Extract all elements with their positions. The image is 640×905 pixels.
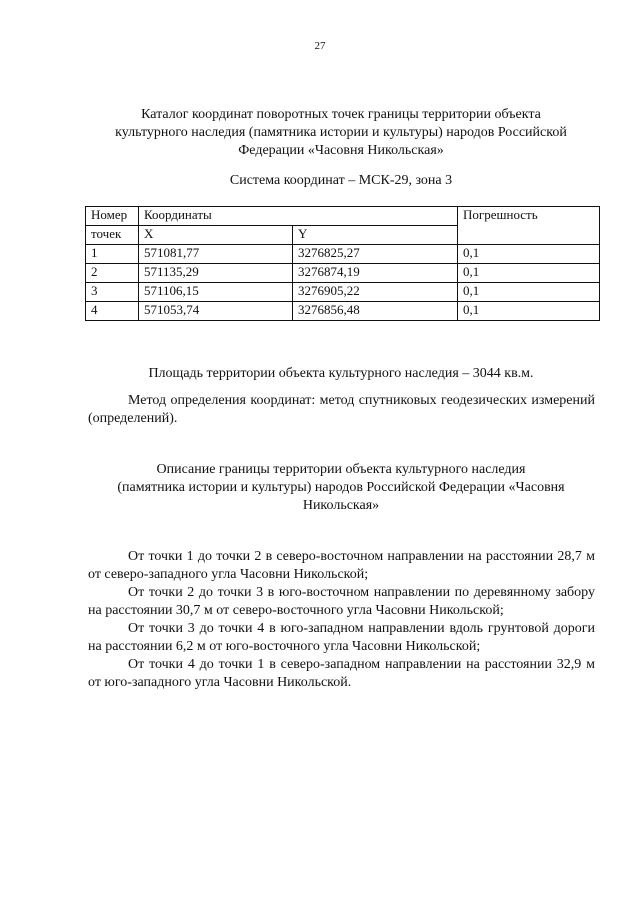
description-title-line: Никольская» bbox=[302, 498, 380, 513]
method-statement: Метод определения координат: метод спутниковых геодезических измерений (определений). bbox=[88, 393, 595, 426]
cell-error: 0,1 bbox=[458, 283, 600, 302]
cell-point: 2 bbox=[86, 264, 139, 283]
boundary-description bbox=[88, 548, 595, 692]
area-statement: Площадь территории объекта культурного наследия – 3044 кв.м. bbox=[148, 366, 534, 381]
cell-y: 3276874,19 bbox=[293, 264, 458, 283]
page-number: 27 bbox=[314, 40, 326, 52]
table-row bbox=[86, 245, 600, 264]
cell-x: 571053,74 bbox=[139, 302, 293, 321]
cell-point: 1 bbox=[86, 245, 139, 264]
header-point-number: Номер bbox=[86, 207, 139, 226]
cell-x: 571081,77 bbox=[139, 245, 293, 264]
header-point-number-cont: точек bbox=[86, 226, 139, 245]
table-header-row bbox=[86, 207, 600, 226]
cell-x: 571106,15 bbox=[139, 283, 293, 302]
header-error: Погрешность bbox=[458, 207, 600, 245]
catalog-title-line: Каталог координат поворотных точек границы территории объекта bbox=[141, 107, 541, 122]
boundary-segment-paragraph: От точки 2 до точки 3 в юго-восточном направлении по деревянному забору на расстоянии 30,7 м от северо-восточного угла Часовни Никольской; bbox=[88, 585, 595, 618]
table-row bbox=[86, 302, 600, 321]
boundary-segment-paragraph: От точки 4 до точки 1 в северо-западном направлении на расстоянии 32,9 м от юго-западного угла Часовни Никольской. bbox=[88, 657, 595, 690]
description-title-line: (памятника истории и культуры) народов Российской Федерации «Часовня bbox=[117, 480, 565, 495]
cell-point: 4 bbox=[86, 302, 139, 321]
description-title-line: Описание границы территории объекта культурного наследия bbox=[156, 462, 526, 477]
catalog-title bbox=[80, 106, 602, 160]
catalog-title-line: Федерации «Часовня Никольская» bbox=[238, 143, 444, 158]
boundary-segment-paragraph: От точки 3 до точки 4 в юго-западном направлении вдоль грунтовой дороги на расстоянии 6,2 м от юго-восточного угла Часовни Никольской; bbox=[88, 621, 595, 654]
cell-error: 0,1 bbox=[458, 302, 600, 321]
table-row bbox=[86, 283, 600, 302]
coordinate-system: Система координат – МСК-29, зона 3 bbox=[229, 173, 453, 188]
table-row bbox=[86, 264, 600, 283]
coordinates-table bbox=[85, 206, 600, 321]
cell-y: 3276825,27 bbox=[293, 245, 458, 264]
cell-x: 571135,29 bbox=[139, 264, 293, 283]
cell-error: 0,1 bbox=[458, 264, 600, 283]
boundary-segment-paragraph: От точки 1 до точки 2 в северо-восточном направлении на расстоянии 28,7 м от северо-западного угла Часовни Никольской; bbox=[88, 549, 595, 582]
description-title bbox=[80, 461, 602, 515]
header-coordinates: Координаты bbox=[139, 207, 458, 226]
cell-error: 0,1 bbox=[458, 245, 600, 264]
catalog-title-line: культурного наследия (памятника истории и культуры) народов Российской bbox=[115, 125, 567, 140]
cell-y: 3276905,22 bbox=[293, 283, 458, 302]
cell-y: 3276856,48 bbox=[293, 302, 458, 321]
header-x: X bbox=[139, 226, 293, 245]
header-y: Y bbox=[293, 226, 458, 245]
cell-point: 3 bbox=[86, 283, 139, 302]
